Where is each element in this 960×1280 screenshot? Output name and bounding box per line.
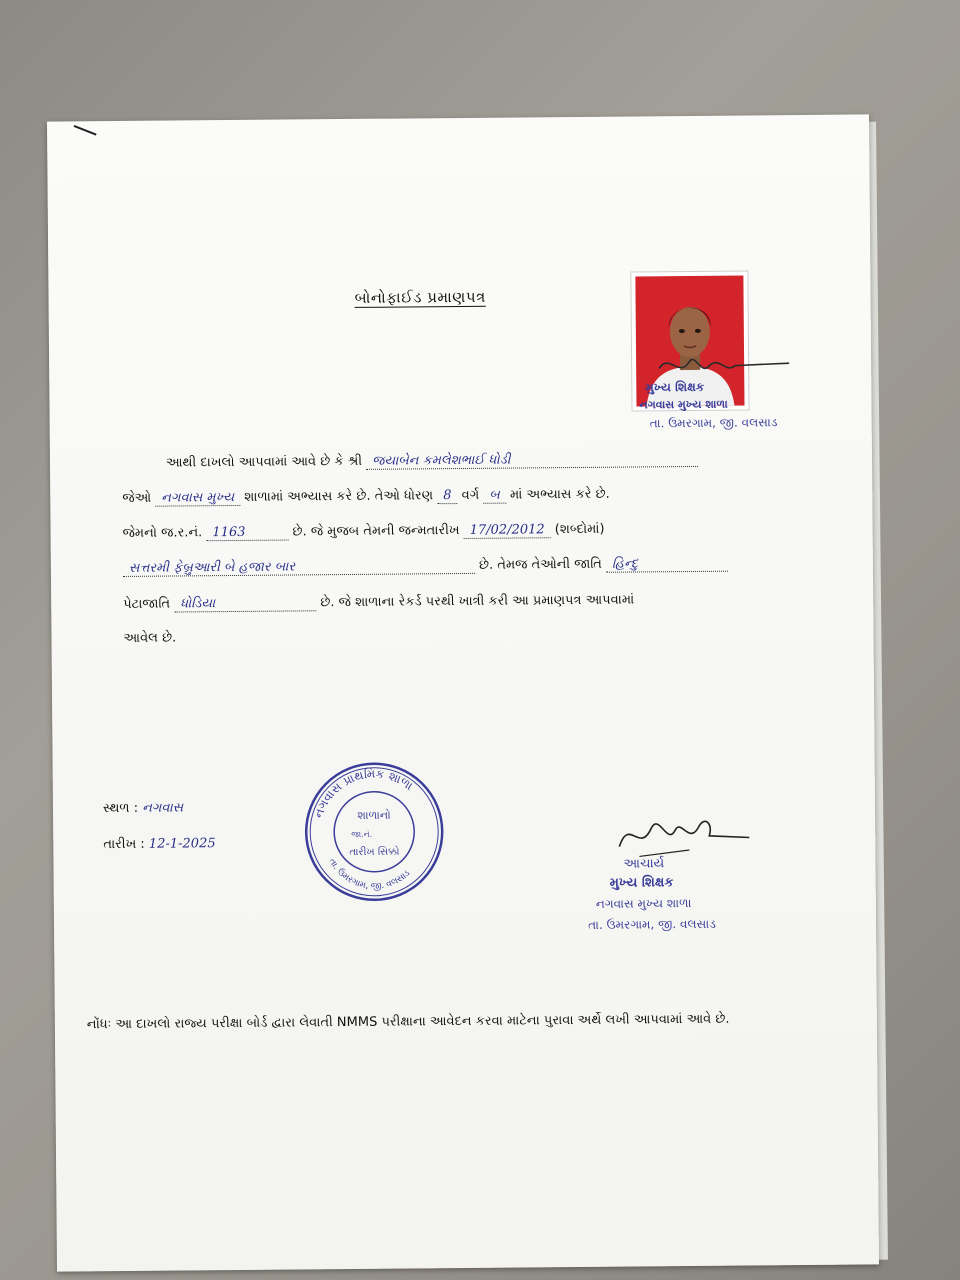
place-label: સ્થળ : bbox=[102, 800, 139, 817]
line3-mid: છે. જે મુજબ તેમની જન્મતારીખ bbox=[292, 523, 460, 540]
words-label: (શબ્દોમાં) bbox=[554, 521, 605, 538]
date-row bbox=[103, 836, 215, 852]
body-line-6: આવેલ છે. bbox=[123, 630, 177, 646]
line5-prefix: પેટાજાતિ bbox=[123, 596, 171, 612]
line2-mid: શાળામાં અભ્યાસ કરે છે. તેઓ ધોરણ bbox=[244, 488, 434, 505]
photo-stamp-address: તા. ઉમરગામ, જી. વલસાડ bbox=[649, 415, 778, 431]
birth-date-words: સત્તરમી ફેબ્રુઆરી બે હજાર બાર bbox=[128, 559, 296, 576]
pen-mark bbox=[74, 125, 97, 136]
school-blank bbox=[155, 490, 240, 507]
seal-ring-text: નગવાસ પ્રાથમિક શાળા bbox=[311, 766, 416, 820]
line5-suffix: છે. જે શાળાના રેકર્ડ પરથી ખાત્રી કરી આ પ્રમાણપત્ર આપવામાં bbox=[320, 592, 635, 611]
date-value: 12-1-2025 bbox=[148, 836, 216, 852]
note-text: નોંધઃ આ દાખલો રાજ્ય પરીક્ષા બોર્ડ દ્વારા લેવાતી NMMS પરીક્ષાના આવેદન કરવા માટેના પુરાવા અર્થે લખી આપવામાં આવે છે. bbox=[86, 1011, 730, 1033]
date-label: તારીખ : bbox=[103, 836, 145, 853]
student-name: જયાબેન કમલેશભાઈ ધોડી bbox=[372, 452, 511, 469]
birth-date-blank bbox=[464, 522, 551, 539]
seal-bottom-text: તા. ઉમરગામ, જી. વલસાડ bbox=[326, 856, 413, 892]
school-name: નગવાસ મુખ્ય bbox=[161, 489, 235, 506]
line4-mid: છે. તેમજ તેઓની જાતિ bbox=[478, 556, 602, 573]
subcaste-blank bbox=[174, 595, 316, 612]
principal-stamp-title: મુખ્ય શિક્ષક bbox=[609, 875, 674, 891]
place-row bbox=[103, 800, 183, 816]
body-line-1 bbox=[166, 451, 698, 472]
birth-date: 17/02/2012 bbox=[469, 522, 545, 538]
principal-stamp-address: તા. ઉમરગામ, જી. વલસાડ bbox=[587, 916, 716, 932]
seal-center-bottom: તારીખ સિક્કો bbox=[349, 846, 400, 858]
body-line-4 bbox=[123, 556, 728, 577]
photo-stamp-school: નગવાસ મુખ્ય શાળા bbox=[639, 397, 728, 412]
subcaste-value: ધોડિયા bbox=[180, 596, 216, 612]
principal-signature-block bbox=[587, 805, 760, 932]
line2-suffix: માં અભ્યાસ કરે છે. bbox=[509, 486, 610, 503]
body-line-5 bbox=[123, 593, 634, 613]
standard-blank bbox=[437, 488, 457, 504]
seal-center-mid: જા.નં. bbox=[351, 829, 373, 839]
standard-value: 8 bbox=[443, 488, 452, 504]
caste-blank bbox=[606, 556, 728, 573]
birth-date-words-blank bbox=[123, 558, 475, 577]
school-seal bbox=[303, 760, 446, 903]
gr-number: 1163 bbox=[212, 524, 246, 541]
certificate-title: બોનોફાઈડ પ્રમાણપત્ર bbox=[354, 287, 486, 307]
division-label: વર્ગ bbox=[461, 487, 480, 504]
caste-value: હિન્દુ bbox=[611, 556, 639, 572]
certificate-page bbox=[47, 114, 879, 1271]
body-line-2 bbox=[122, 487, 610, 507]
place-value: નગવાસ bbox=[142, 800, 184, 816]
student-name-blank bbox=[366, 451, 698, 470]
principal-stamp-school: નગવાસ મુખ્ય શાળા bbox=[595, 896, 692, 911]
line2-prefix: જેઓ bbox=[122, 490, 152, 506]
line3-prefix: જેમનો જ.ર.નં. bbox=[122, 525, 203, 541]
body-line-3 bbox=[123, 522, 605, 542]
line1-prefix: આથી દાખલો આપવામાં આવે છે કે શ્રી bbox=[165, 453, 363, 471]
division-blank bbox=[483, 488, 506, 504]
gr-number-blank bbox=[206, 525, 288, 542]
principal-label: આચાર્ય bbox=[623, 856, 665, 872]
seal-center-top: શાળાનો bbox=[357, 808, 391, 822]
division-value: બ bbox=[489, 487, 500, 503]
photo-stamp-title: મુખ્ય શિક્ષક bbox=[645, 379, 705, 395]
